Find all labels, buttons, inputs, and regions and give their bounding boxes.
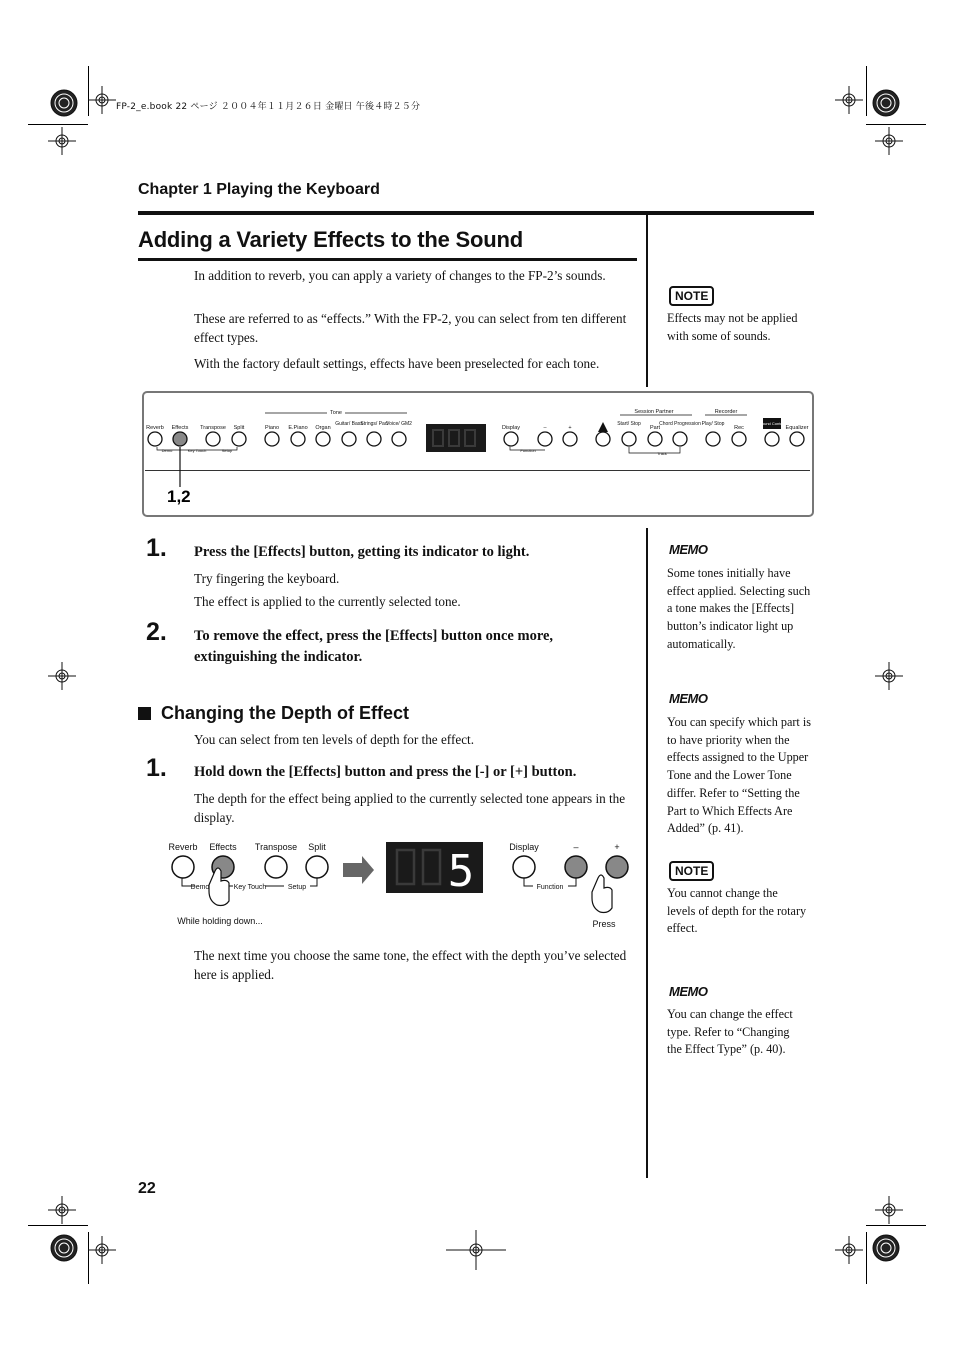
- callout-1-2: 1,2: [167, 487, 191, 506]
- caption-holding: While holding down...: [177, 916, 263, 926]
- label-session: Session Partner: [634, 409, 674, 415]
- fig-label-split: Split: [308, 842, 326, 852]
- soundcontrol-button: [765, 432, 779, 446]
- sidebar-note: You cannot change the levels of depth for the rotary effect.: [667, 886, 807, 936]
- page-title: Adding a Variety Effects to the Sound: [138, 227, 523, 252]
- fig-label-function: Function: [536, 884, 564, 891]
- label-display: Display: [501, 425, 521, 431]
- memo-icon: MEMO: [669, 542, 708, 557]
- label-rec: Rec: [734, 425, 744, 431]
- equalizer-button: [790, 432, 804, 446]
- chord-button: [673, 432, 687, 446]
- metronome-button: [596, 432, 610, 446]
- note-icon: NOTE: [669, 862, 714, 880]
- step-heading: Hold down the [Effects] button and press the [-] or [+] button.: [194, 764, 577, 780]
- display-digit: 5: [447, 846, 475, 897]
- arrow-right-icon: [343, 856, 374, 884]
- label-equalizer: Equalizer: [785, 425, 809, 431]
- label-guitar: Guitar/ Bass: [335, 421, 363, 427]
- column-divider: [646, 215, 648, 387]
- rec-button: [732, 432, 746, 446]
- caption-press: Press: [592, 919, 616, 929]
- split-button: [232, 432, 246, 446]
- label-keytouch: Key Touch: [187, 448, 207, 453]
- sidebar-memo: Some tones initially have effect applied. Selecting such a tone makes the [Effects] button’s indicator light up automatically.: [667, 566, 811, 651]
- label-chord: Chord Progression: [659, 421, 701, 427]
- piano-button: [265, 432, 279, 446]
- label-playstop: Play/ Stop: [701, 421, 725, 427]
- depth-figure: [160, 836, 640, 936]
- guitar-button: [342, 432, 356, 446]
- label-setup: Setup: [221, 448, 233, 453]
- intro-paragraph: In addition to reverb, you can apply a variety of changes to the FP-2’s sounds.: [194, 268, 606, 283]
- label-epiano: E.Piano: [288, 425, 308, 431]
- led-display: [426, 424, 486, 452]
- label-part: Part: [649, 425, 661, 431]
- fig-label-plus: +: [614, 842, 620, 852]
- sidebar-memo: You can specify which part is to have priority when the effects assigned to the Upper Tone and the Lower Tone differ. Refer to “Setting the Part to Which Effects Are Added” (p. 41).: [667, 715, 811, 836]
- title-rule: [138, 258, 637, 261]
- pressing-hand-icon: [592, 875, 612, 913]
- fig-plus-button: [606, 856, 628, 878]
- memo-icon: MEMO: [669, 984, 708, 999]
- fig-label-setup: Setup: [287, 884, 307, 891]
- fig-label-reverb: Reverb: [168, 842, 198, 852]
- label-strings: Strings/ Pad: [360, 421, 388, 427]
- sidebar-note: Effects may not be applied with some of sounds.: [667, 311, 798, 343]
- step-number: 1.: [146, 754, 167, 782]
- part-button: [648, 432, 662, 446]
- step-number: 2.: [146, 618, 167, 646]
- effects-button: [173, 432, 187, 446]
- label-transpose: Transpose: [200, 425, 226, 431]
- fig-label-display: Display: [509, 842, 539, 852]
- label-split: Split: [233, 425, 245, 431]
- fig-minus-button: [565, 856, 587, 878]
- playstop-button: [706, 432, 720, 446]
- subsection-heading: Changing the Depth of Effect: [161, 703, 409, 723]
- intro-paragraph: These are referred to as “effects.” With the FP-2, you can select from ten different effect types.: [194, 311, 627, 345]
- chapter-heading: Chapter 1 Playing the Keyboard: [138, 181, 380, 198]
- closing-paragraph: The next time you choose the same tone, the effect with the depth you’ve selected here is applied.: [194, 948, 627, 982]
- label-function: Function: [520, 448, 536, 453]
- label-soundcontrol: Sound Control: [759, 421, 785, 426]
- step-heading: Press the [Effects] button, getting its indicator to light.: [194, 544, 530, 560]
- label-track: Track: [657, 451, 667, 456]
- step-text: The depth for the effect being applied to the currently selected tone appears in the display.: [194, 791, 626, 825]
- fig-reverb-button: [172, 856, 194, 878]
- transpose-button: [206, 432, 220, 446]
- fig-label-demo: Demo: [190, 884, 210, 891]
- epiano-button: [291, 432, 305, 446]
- fig-label-keytouch: Key Touch: [233, 884, 267, 891]
- fig-label-transpose: Transpose: [254, 842, 298, 852]
- label-minus: –: [543, 425, 547, 431]
- minus-button: [538, 432, 552, 446]
- startstop-button: [622, 432, 636, 446]
- label-plus: +: [568, 425, 572, 431]
- plus-button: [563, 432, 577, 446]
- fig-label-minus: –: [573, 842, 579, 852]
- label-piano: Piano: [264, 425, 280, 431]
- label-startstop: Start/ Stop: [617, 421, 641, 427]
- metronome-icon: [598, 422, 608, 432]
- file-info: FP-2_e.book 22 ページ ２００４年１１月２６日 金曜日 午後４時２５分: [116, 102, 421, 112]
- intro-paragraph: With the factory default settings, effects have been preselected for each tone.: [194, 356, 600, 371]
- fig-label-effects: Effects: [209, 842, 237, 852]
- step-text: The effect is applied to the currently selected tone.: [194, 594, 461, 609]
- strings-button: [367, 432, 381, 446]
- organ-button: [316, 432, 330, 446]
- page-number: 22: [138, 1180, 156, 1197]
- fig-split-button: [306, 856, 328, 878]
- step-heading: To remove the effect, press the [Effects] button once more, extinguishing the indicator.: [194, 628, 554, 665]
- voice-button: [392, 432, 406, 446]
- memo-icon: MEMO: [669, 691, 708, 706]
- label-tone: Tone: [330, 410, 342, 416]
- label-organ: Organ: [315, 425, 331, 431]
- step-number: 1.: [146, 534, 167, 562]
- panel-svg: [142, 391, 812, 516]
- header-rule: [138, 211, 814, 215]
- fig-transpose-button: [265, 856, 287, 878]
- fig-display-button: [513, 856, 535, 878]
- label-voice: Voice/ GM2: [386, 421, 412, 427]
- subsection-intro: You can select from ten levels of depth for the effect.: [194, 732, 475, 747]
- note-icon: NOTE: [669, 287, 714, 305]
- column-divider: [646, 528, 648, 1178]
- reverb-button: [148, 432, 162, 446]
- sidebar-memo: You can change the effect type. Refer to “Changing the Effect Type” (p. 40).: [667, 1007, 793, 1057]
- label-demo: Demo: [161, 448, 173, 453]
- label-recorder: Recorder: [714, 409, 738, 415]
- label-effects: Effects: [171, 425, 189, 431]
- display-button: [504, 432, 518, 446]
- section-bullet: [138, 707, 151, 720]
- step-text: Try fingering the keyboard.: [194, 571, 340, 586]
- label-reverb: Reverb: [146, 425, 164, 431]
